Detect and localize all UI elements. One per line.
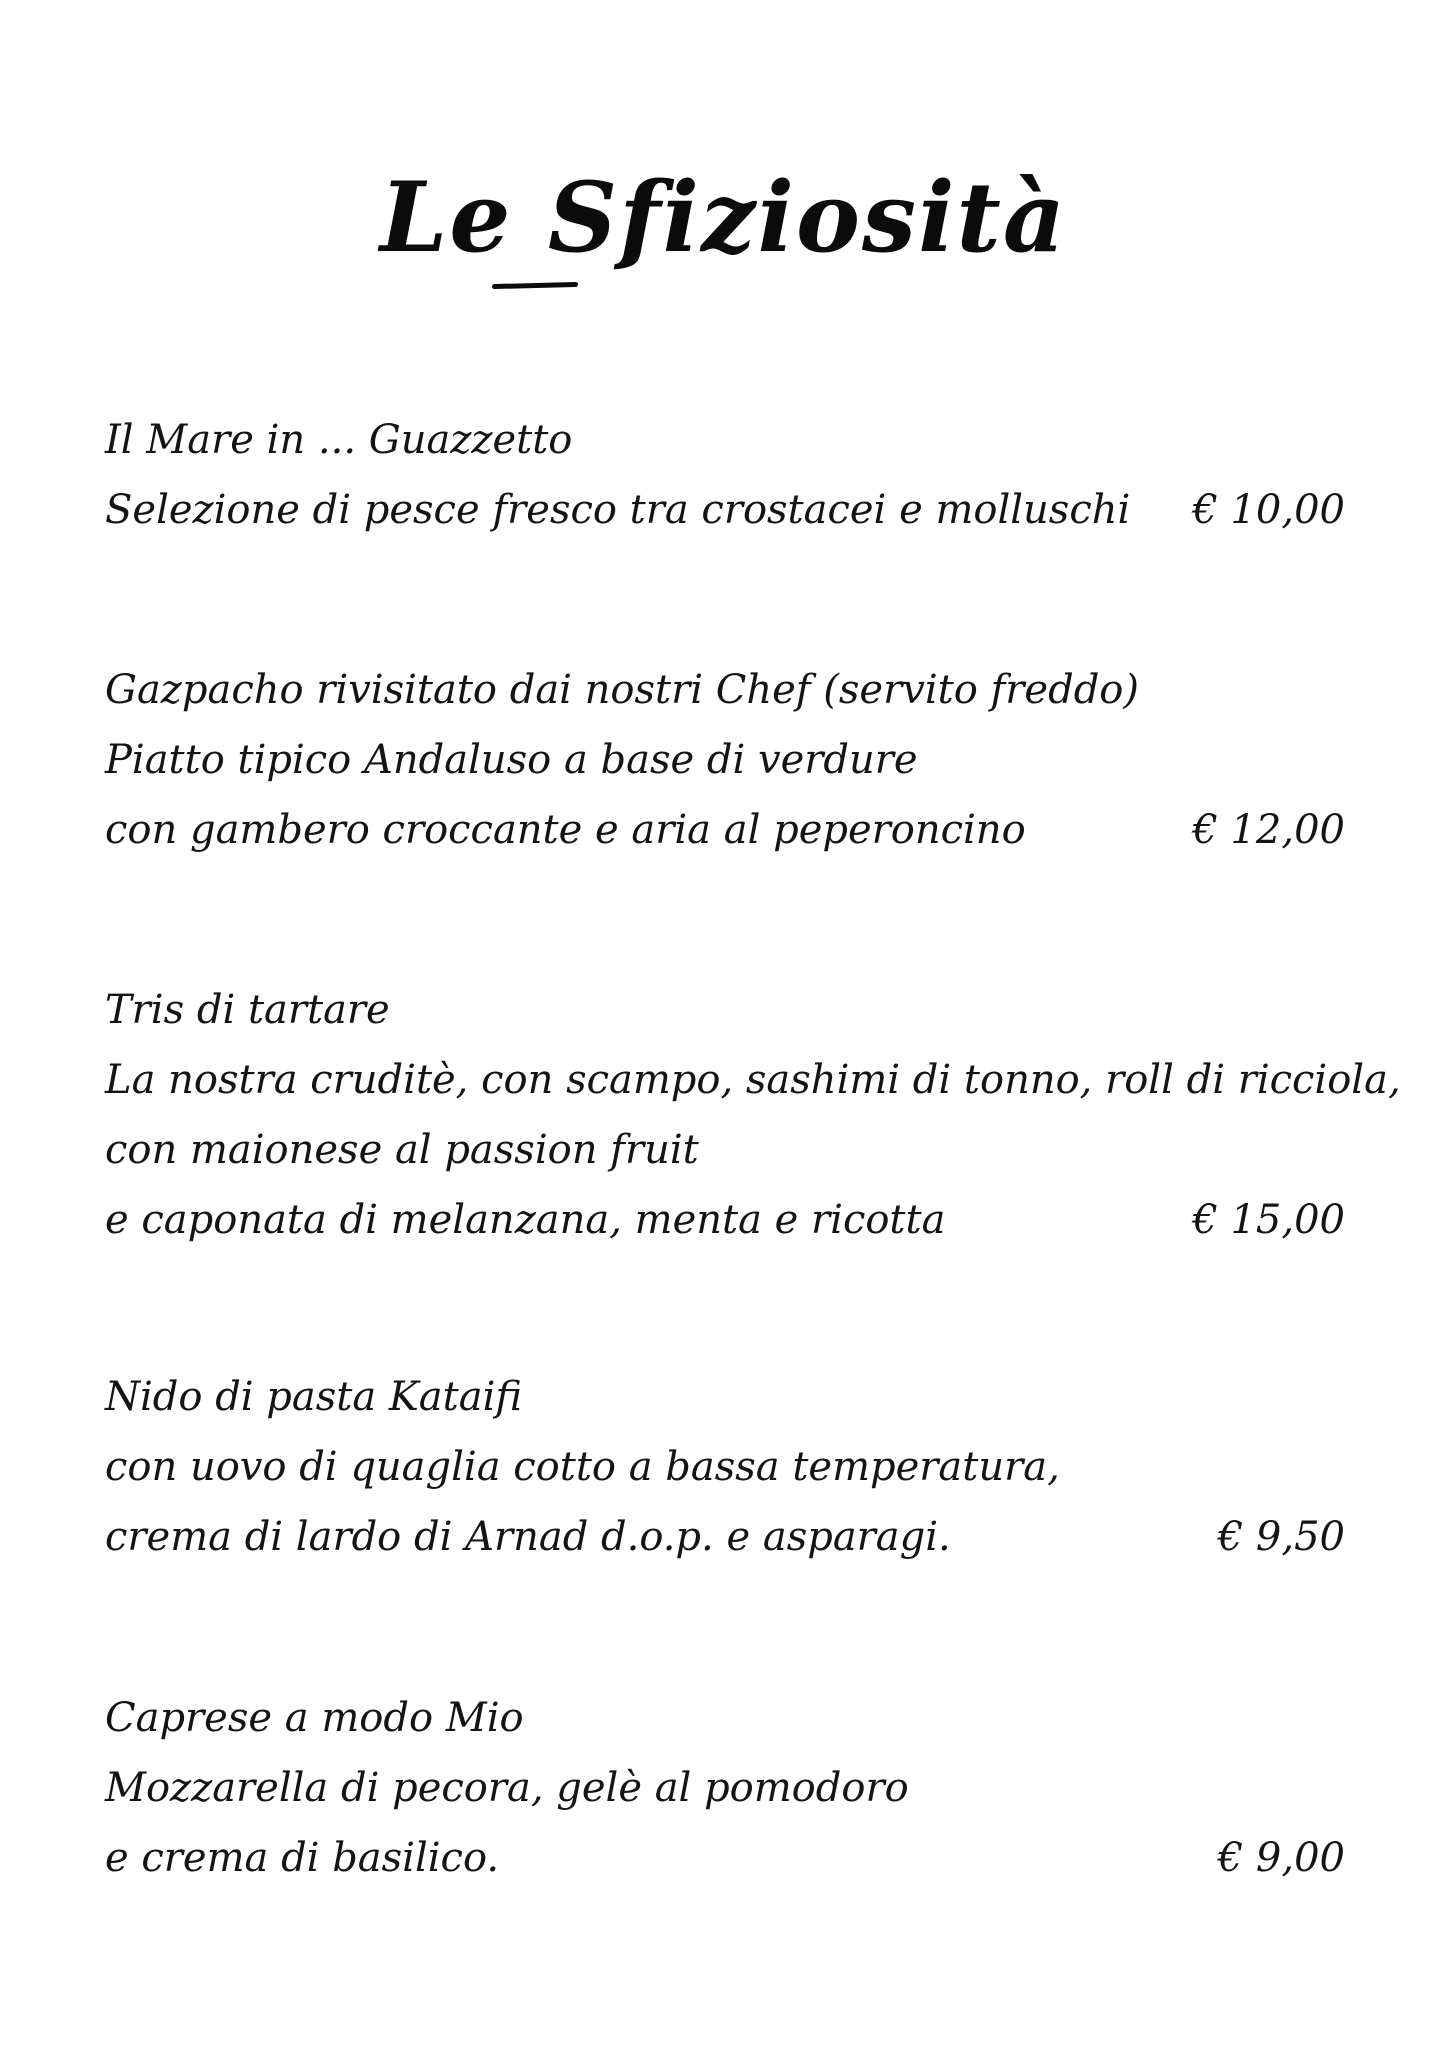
- dish-description-line: [105, 1115, 1345, 1185]
- dish-description: Selezione di pesce fresco tra crostacei e molluschi: [105, 487, 1131, 533]
- title-underline: [492, 282, 578, 289]
- dish-price: € 15,00: [1192, 1197, 1345, 1243]
- menu-item-gazpacho: [105, 655, 1345, 865]
- dish-description-line: [105, 725, 1345, 795]
- dish-description: Piatto tipico Andaluso a base di verdure: [105, 737, 918, 783]
- dish-name-line: [105, 1362, 1345, 1432]
- dish-price: € 9,00: [1217, 1835, 1345, 1881]
- dish-name-line: [105, 975, 1345, 1045]
- dish-name: Nido di pasta Kataifi: [105, 1374, 523, 1420]
- dish-description-line: [105, 1753, 1345, 1823]
- dish-description-line: [105, 1823, 1345, 1893]
- dish-description-line: [105, 1432, 1345, 1502]
- dish-description-line: [105, 1502, 1345, 1572]
- dish-description: Mozzarella di pecora, gelè al pomodoro: [105, 1765, 909, 1811]
- dish-description: e caponata di melanzana, menta e ricotta: [105, 1197, 946, 1243]
- dish-name-line: [105, 1683, 1345, 1753]
- menu-item-tris-di-tartare: [105, 975, 1401, 1255]
- menu-item-guazzetto: [105, 405, 1345, 545]
- dish-description-line: [105, 1185, 1345, 1255]
- dish-price: € 9,50: [1217, 1514, 1345, 1560]
- dish-description-line: [105, 795, 1345, 865]
- dish-description-line: [105, 475, 1345, 545]
- dish-price: € 12,00: [1192, 807, 1345, 853]
- dish-name: Tris di tartare: [105, 987, 390, 1033]
- dish-description: crema di lardo di Arnad d.o.p. e asparagi.: [105, 1514, 951, 1560]
- dish-description: La nostra cruditè, con scampo, sashimi di tonno, roll di ricciola,: [105, 1057, 1401, 1103]
- dish-name: Caprese a modo Mio: [105, 1695, 524, 1741]
- menu-item-nido-kataifi: [105, 1362, 1345, 1572]
- dish-name: Il Mare in ... Guazzetto: [105, 417, 573, 463]
- dish-name-line: [105, 405, 1345, 475]
- dish-description: con gambero croccante e aria al peperoncino: [105, 807, 1026, 853]
- menu-item-caprese: [105, 1683, 1345, 1893]
- page-title: Le Sfiziosità: [379, 161, 1068, 274]
- dish-price: € 10,00: [1192, 487, 1345, 533]
- dish-description: con uovo di quaglia cotto a bassa temperatura,: [105, 1444, 1060, 1490]
- dish-name-line: [105, 655, 1345, 725]
- dish-name: Gazpacho rivisitato dai nostri Chef (servito freddo): [105, 667, 1139, 713]
- dish-description: con maionese al passion fruit: [105, 1127, 699, 1173]
- dish-description-line: [105, 1045, 1401, 1115]
- dish-description: e crema di basilico.: [105, 1835, 500, 1881]
